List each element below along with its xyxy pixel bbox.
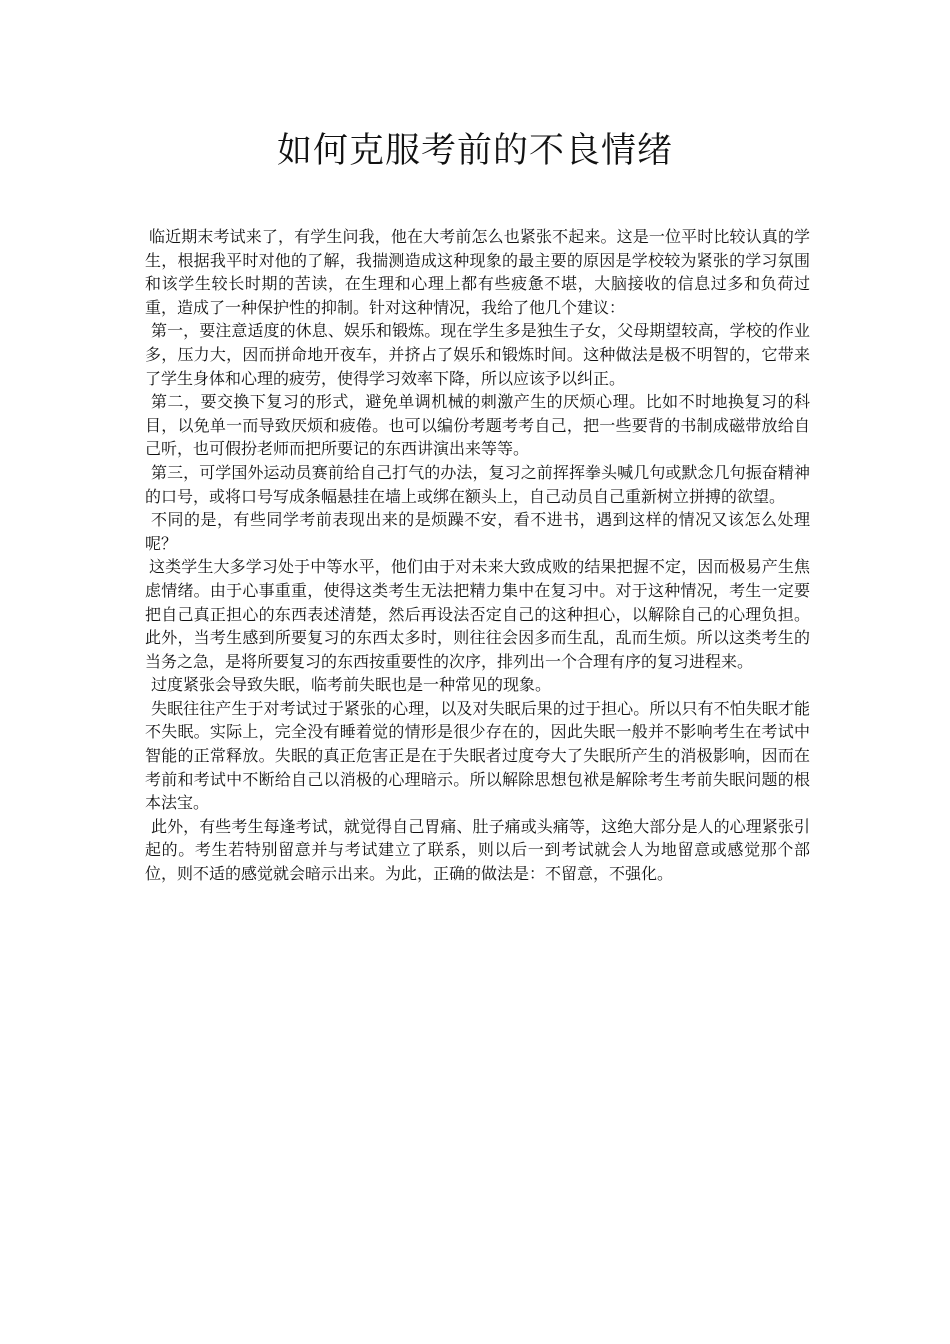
paragraph-suggestion-1: 第一，要注意适度的休息、娱乐和锻炼。现在学生多是独生子女，父母期望较高，学校的作业多，压力大，因而拼命地开夜车，并挤占了娱乐和锻炼时间。这种做法是极不明智的，它带来了学生身体和心理的疲劳，使得学习效率下降，所以应该予以纠正。 <box>145 321 810 388</box>
paragraph-insomnia-intro: 过度紧张会导致失眠，临考前失眠也是一种常见的现象。 <box>151 675 552 695</box>
paragraph-suggestion-2: 第二，要交換下复习的形式，避免单调机械的刺激产生的厌烦心理。比如不时地换复习的科目，以免单一而导致厌烦和疲倦。也可以编份考题考考自己，把一些要背的书制成磁带放给自己听，也可假扮老师而把所要记的东西讲演出来等等。 <box>145 392 810 459</box>
document-body <box>145 225 810 886</box>
paragraph-intro: 临近期末考试来了，有学生问我，他在大考前怎么也紧张不起来。这是一位平时比较认真的学生，根据我平时对他的了解，我揣测造成这种现象的最主要的原因是学校较为紧张的学习氛围和该学生较长时期的苦读，在生理和心理上都有些疲惫不堪，大脑接收的信息过多和负荷过重，造成了一种保护性的抑制。针对这种情况，我给了他几个建议： <box>145 227 810 317</box>
paragraph-suggestion-3: 第三，可学国外运动员赛前给自己打气的办法，复习之前挥挥拳头喊几句或默念几句振奋精神的口号，或将口号写成条幅悬挂在墙上或绑在额头上，自己动员自己重新树立拼搏的欲望。 <box>145 462 810 506</box>
paragraph-insomnia: 失眠往往产生于对考试过于紧张的心理，以及对失眠后果的过于担心。所以只有不怕失眠才能不失眠。实际上，完全没有睡着觉的情形是很少存在的，因此失眠一般并不影响考生在考试中智能的正常释放。失眠的真正危害正是在于失眠者过度夸大了失眠所产生的消极影响，因而在考前和考试中不断给自己以消极的心理暗示。所以解除思想包袱是解除考生考前失眠问题的根本法宝。 <box>145 698 810 813</box>
document-title: 如何克服考前的不良情绪 <box>276 131 673 171</box>
paragraph-physical-symptoms: 此外，有些考生每逢考试，就觉得自己胃痛、肚子痛或头痛等，这绝大部分是人的心理紧张引起的。考生若特别留意并与考试建立了联系，则以后一到考试就会人为地留意或感觉那个部位，则不适的感觉就会暗示出来。为此，正确的做法是：不留意，不强化。 <box>145 816 810 884</box>
paragraph-question: 不同的是，有些同学考前表现出来的是烦躁不安，看不进书，遇到这样的情况又该怎么处理呢？ <box>145 510 810 553</box>
paragraph-anxiety: 这类学生大多学习处于中等水平，他们由于对未来大致成败的结果把握不定，因而极易产生焦虑情绪。由于心事重重，使得这类考生无法把精力集中在复习中。对于这种情况，考生一定要把自己真正担心的东西表述清楚，然后再设法否定自己的这种担心，以解除自己的心理负担。此外，当考生感到所要复习的东西太多时，则往往会因多而生乱，乱而生烦。所以这类考生的当务之急，是将所要复习的东西按重要性的次序，排列出一个合理有序的复习进程来。 <box>145 557 810 671</box>
